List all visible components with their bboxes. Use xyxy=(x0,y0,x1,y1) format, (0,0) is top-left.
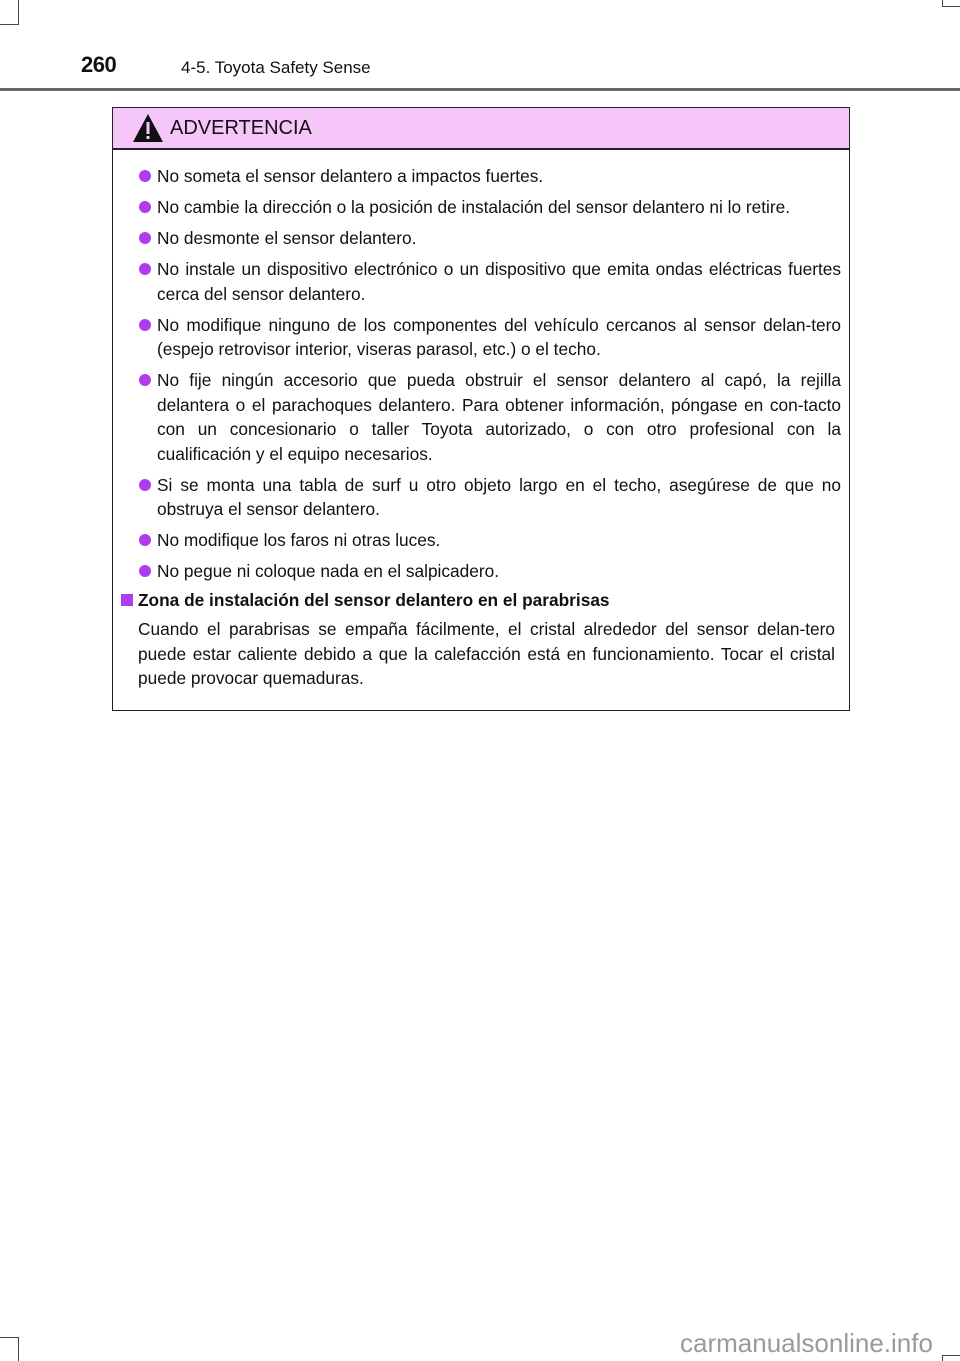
crop-mark xyxy=(942,1355,960,1361)
bullet-icon xyxy=(139,479,151,491)
item-text: No modifique los faros ni otras luces. xyxy=(157,530,441,550)
item-text: No someta el sensor delantero a impactos fuertes. xyxy=(157,166,544,186)
bullet-icon xyxy=(139,201,151,213)
bullet-icon xyxy=(139,232,151,244)
item-text: Si se monta una tabla de surf u otro objeto largo en el techo, asegúrese de que no obstruya el sensor delantero. xyxy=(157,474,841,519)
subsection-heading xyxy=(121,588,841,612)
list-item xyxy=(137,368,841,466)
item-text: No cambie la dirección o la posición de instalación del sensor delantero ni lo retire. xyxy=(157,197,791,217)
subsection-title: Zona de instalación del sensor delantero en el parabrisas xyxy=(138,590,610,610)
square-bullet-icon xyxy=(121,594,133,606)
section-title: 4-5. Toyota Safety Sense xyxy=(181,58,371,77)
crop-mark xyxy=(0,1337,19,1361)
subsection-body: Cuando el parabrisas se empaña fácilmente, el cristal alrededor del sensor delan-tero puede estar caliente debido a que la calefacción está en funcionamiento. Tocar el cristal puede provocar quemaduras. xyxy=(138,619,835,688)
bullet-icon xyxy=(139,170,151,182)
item-text: No fije ningún accesorio que pueda obstruir el sensor delantero al capó, la rejilla delantera o el parachoques delantero. Para obtener información, póngase en con-tacto con un concesionario o taller Toyota autorizado, o con otro profesional con la cualificación y el equipo necesarios. xyxy=(157,370,841,464)
warning-box xyxy=(112,107,850,711)
warning-title: ADVERTENCIA xyxy=(170,116,312,139)
item-text: No modifique ninguno de los componentes del vehículo cercanos al sensor delan-tero (espejo retrovisor interior, viseras parasol, etc.) o el techo. xyxy=(157,314,841,359)
subsection xyxy=(121,588,841,691)
crop-mark xyxy=(0,0,19,25)
list-item xyxy=(137,313,841,362)
bullet-icon xyxy=(139,534,151,546)
item-text: No instale un dispositivo electrónico o un dispositivo que emita ondas eléctricas fuertes cerca del sensor delantero. xyxy=(157,259,841,304)
watermark: carmanualsonline.info xyxy=(680,1328,933,1358)
list-item xyxy=(137,528,841,553)
list-item xyxy=(137,164,841,189)
bullet-icon xyxy=(139,263,151,275)
warning-list xyxy=(137,164,841,590)
list-item xyxy=(137,195,841,220)
list-item xyxy=(137,226,841,251)
list-item xyxy=(137,473,841,522)
page-number: 260 xyxy=(81,52,117,77)
warning-triangle-icon xyxy=(132,113,164,143)
bullet-icon xyxy=(139,319,151,331)
bullet-icon xyxy=(139,565,151,577)
list-item xyxy=(137,257,841,306)
crop-mark xyxy=(942,0,960,7)
bullet-icon xyxy=(139,374,151,386)
item-text: No desmonte el sensor delantero. xyxy=(157,228,417,248)
list-item xyxy=(137,559,841,584)
header-rule xyxy=(0,88,960,91)
item-text: No pegue ni coloque nada en el salpicadero. xyxy=(157,561,500,581)
warning-header xyxy=(113,108,849,150)
